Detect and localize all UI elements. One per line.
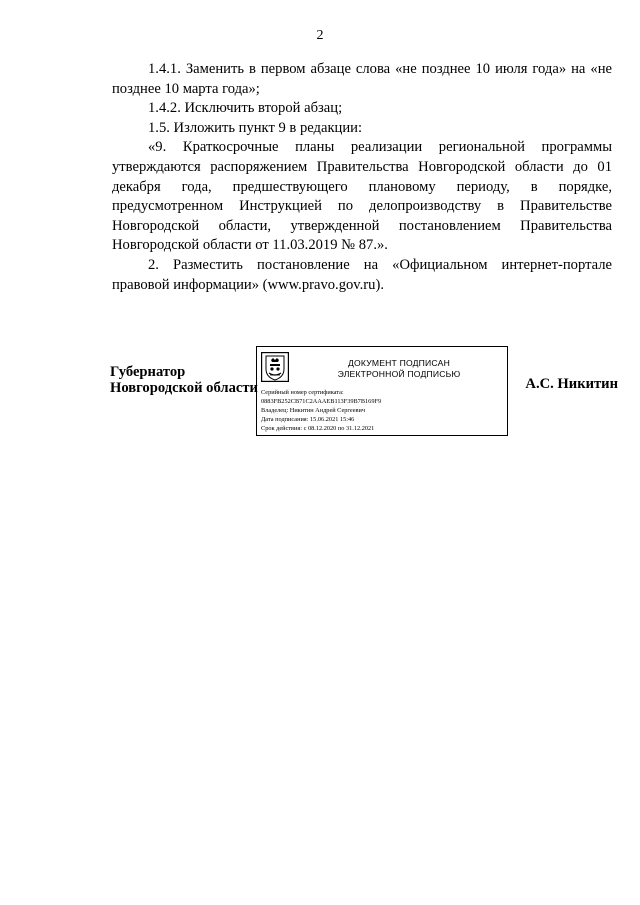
stamp-details — [261, 388, 507, 433]
paragraph-1-5: 1.5. Изложить пункт 9 в редакции: — [148, 119, 363, 136]
signatory-title-line-1: Губернатор — [110, 364, 186, 380]
stamp-heading-line-2: ЭЛЕКТРОННОЙ ПОДПИСЬЮ — [337, 368, 461, 379]
coat-of-arms-icon — [261, 352, 289, 382]
signature-block — [110, 346, 620, 446]
stamp-signed-date: Дата подписания: 15.06.2021 15:46 — [261, 416, 355, 423]
document-body — [112, 60, 612, 295]
signatory-title — [110, 364, 258, 396]
paragraph-1-4-1: 1.4.1. Заменить в первом абзаце слова «не позднее 10 июля года» на «не позднее 10 марта года»; — [112, 61, 612, 97]
paragraph-1-4-2: 1.4.2. Исключить второй абзац; — [148, 100, 343, 117]
stamp-heading — [295, 358, 503, 379]
paragraph-2: 2. Разместить постановление на «Официальном интернет-портале правовой информации» (www.pravo.gov.ru). — [112, 256, 612, 293]
paragraph-item-9: «9. Краткосрочные планы реализации региональной программы утверждаются распоряжением Правительства Новгородской области до 01 декабря года, предшествующего плановому периоду, в порядке, предусмотренном Инструкцией по делопроизводству в Правительстве Новгородской области, утвержденной постановлением Правительства Новгородской области от 11.03.2019 № 87.». — [112, 139, 612, 254]
stamp-owner: Владелец: Никитин Андрей Сергеевич — [261, 407, 366, 414]
page-number: 2 — [316, 28, 324, 43]
electronic-signature-stamp — [256, 346, 508, 436]
signatory-title-line-2: Новгородской области — [110, 380, 258, 396]
stamp-serial-label: Серийный номер сертификата: — [261, 389, 344, 396]
stamp-heading-line-1: ДОКУМЕНТ ПОДПИСАН — [347, 358, 450, 368]
signatory-name: А.С. Никитин — [525, 376, 618, 392]
stamp-serial-number: 0883FB252CB71C2AAAEB113F39B7B169F9 — [261, 398, 382, 405]
stamp-validity: Срок действия: с 08.12.2020 по 31.12.2021 — [261, 425, 375, 432]
